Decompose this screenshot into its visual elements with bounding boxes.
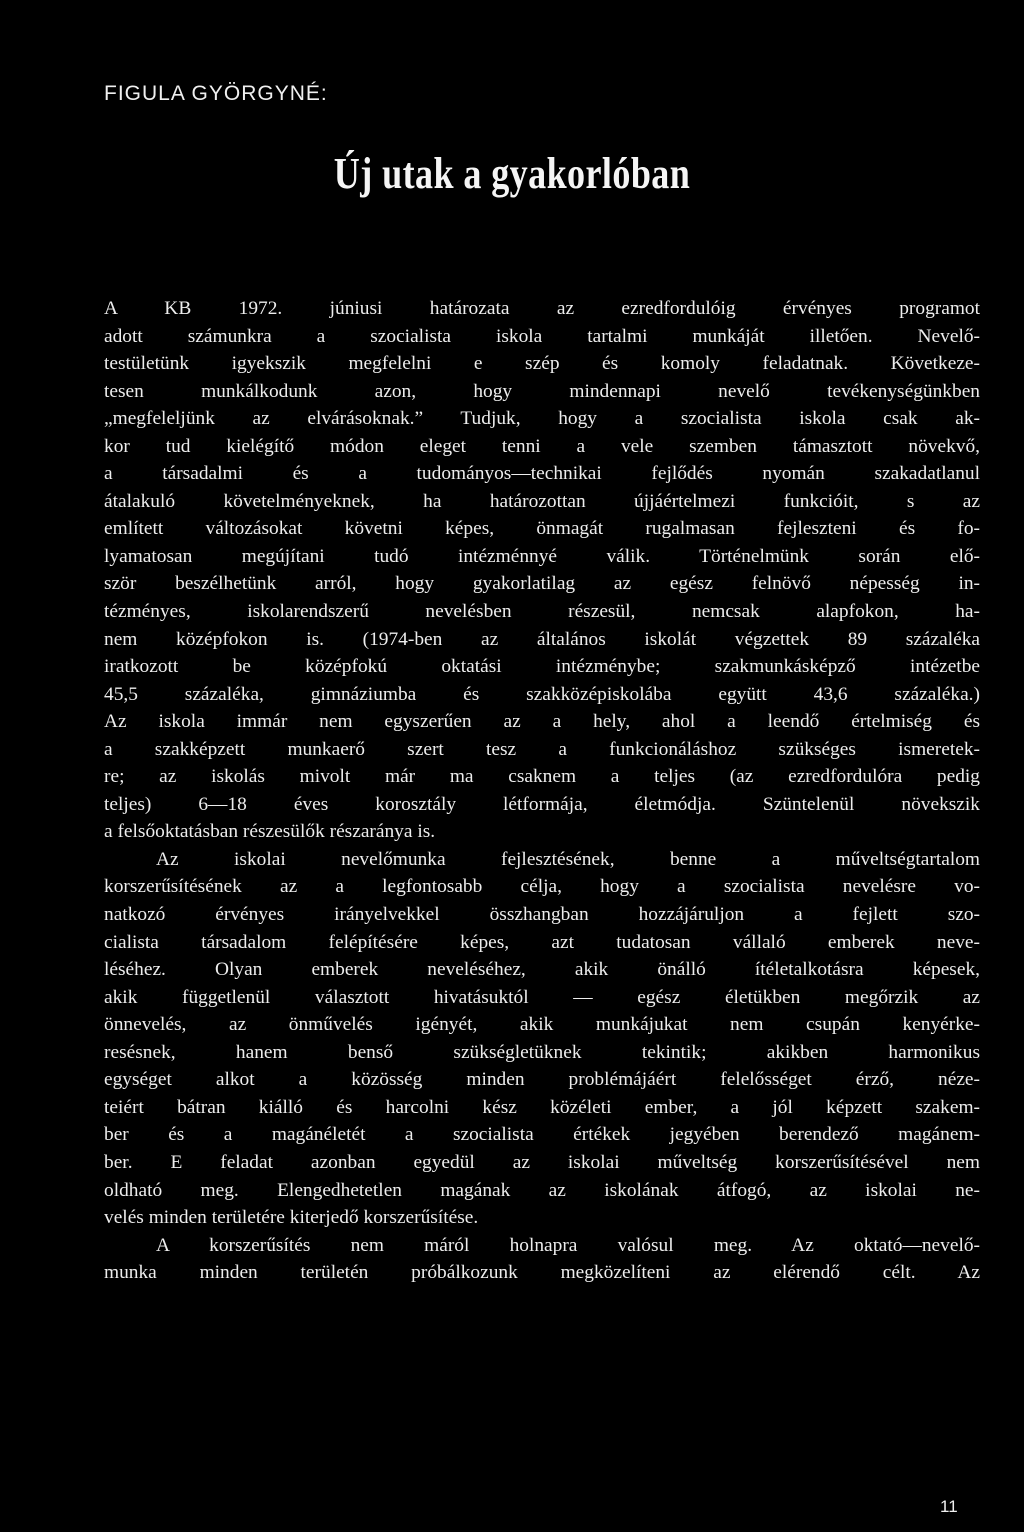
- text-line: A KB 1972. júniusi határozata az ezredfordulóig érvényes programot: [104, 298, 980, 319]
- text-line: a társadalmi és a tudományos—technikai fejlődés nyomán szakadatlanul: [104, 463, 980, 485]
- article-body: [104, 295, 980, 1287]
- text-line: resésnek, hanem benső szükségletüknek tekintik; akikben harmonikus: [104, 1041, 980, 1063]
- text-line: ber. E feladat azonban egyedül az iskolai műveltség korszerűsítésével nem: [104, 1151, 980, 1173]
- text-line: tesen munkálkodunk azon, hogy mindennapi nevelő tevékenységünkben: [104, 380, 980, 402]
- text-line: léséhez. Olyan emberek neveléséhez, akik önálló ítéletalkotásra képesek,: [104, 959, 980, 981]
- text-line: ször beszélhetünk arról, hogy gyakorlatilag az egész felnövő népesség in-: [104, 573, 980, 595]
- text-line: tézményes, iskolarendszerű nevelésben részesül, nemcsak alapfokon, ha-: [104, 601, 980, 623]
- text-line: 45,5 százaléka, gimnáziumba és szakközépiskolába együtt 43,6 százaléka.): [104, 683, 980, 705]
- text-line: akik függetlenül választott hivatásuktól — egész életükben megőrzik az: [104, 986, 980, 1008]
- text-line: átalakuló követelményeknek, ha határozottan újjáértelmezi funkcióit, s az: [104, 490, 980, 512]
- text-line: lyamatosan megújítani tudó intézménnyé válik. Történelmünk során elő-: [104, 545, 980, 567]
- text-line: a szakképzett munkaerő szert tesz a funkcionáláshoz szükséges ismeretek-: [104, 738, 980, 760]
- text-line: iratkozott be középfokú oktatási intézménybe; szakmunkásképző intézetbe: [104, 656, 980, 678]
- text-line: testületünk igyekszik megfelelni e szép és komoly feladatnak. Következe-: [104, 353, 980, 375]
- text-line: nem középfokon is. (1974-ben az általános iskolát végzettek 89 százaléka: [104, 628, 980, 650]
- author-name: FIGULA GYÖRGYNÉ:: [104, 82, 328, 105]
- text-line: re; az iskolás mivolt már ma csaknem a teljes (az ezredfordulóra pedig: [104, 766, 980, 788]
- text-line: teiért bátran kiálló és harcolni kész közéleti ember, a jól képzett szakem-: [104, 1096, 980, 1118]
- text-line: Az iskola immár nem egyszerűen az a hely, ahol a leendő értelmiség és: [104, 711, 980, 733]
- text-line: említett változásokat követni képes, önmagát rugalmasan fejleszteni és fo-: [104, 518, 980, 540]
- text-line: velés minden területére kiterjedő korszerűsítése.: [104, 1207, 479, 1229]
- text-line: „megfeleljünk az elvárásoknak.” Tudjuk, hogy a szocialista iskola csak ak-: [104, 408, 980, 430]
- text-line: Az iskolai nevelőmunka fejlesztésének, benne a műveltségtartalom: [156, 848, 980, 870]
- text-line: korszerűsítésének az a legfontosabb célja, hogy a szocialista nevelésre vo-: [104, 876, 980, 898]
- text-line: natkozó érvényes irányelvekkel összhangban hozzájáruljon a fejlett szo-: [104, 904, 980, 926]
- text-line: oldható meg. Elengedhetetlen magának az iskolának átfogó, az iskolai ne-: [104, 1179, 980, 1201]
- text-line: adott számunkra a szocialista iskola tartalmi munkáját illetően. Nevelő-: [104, 325, 980, 347]
- text-line: egységet alkot a közösség minden problémájáért felelősséget érző, néze-: [104, 1069, 980, 1091]
- text-line: munka minden területén próbálkozunk megközelíteni az elérendő célt. Az: [104, 1262, 980, 1284]
- page-number: 11: [940, 1497, 958, 1516]
- text-line: A korszerűsítés nem máról holnapra valósul meg. Az oktató—nevelő-: [156, 1234, 980, 1256]
- text-line: a felsőoktatásban részesülők részaránya is.: [104, 821, 436, 843]
- article-title: Új utak a gyakorlóban: [333, 149, 691, 198]
- text-line: önnevelés, az önművelés igényét, akik munkájukat nem csupán kenyérke-: [104, 1014, 980, 1036]
- text-line: cialista társadalom felépítésére képes, azt tudatosan vállaló emberek neve-: [104, 931, 980, 953]
- text-line: ber és a magánéletét a szocialista értékek jegyében berendező magánem-: [104, 1124, 980, 1146]
- text-line: kor tud kielégítő módon eleget tenni a vele szemben támasztott növekvő,: [104, 435, 980, 457]
- text-line: teljes) 6—18 éves korosztály létformája, életmódja. Szüntelenül növekszik: [104, 793, 980, 815]
